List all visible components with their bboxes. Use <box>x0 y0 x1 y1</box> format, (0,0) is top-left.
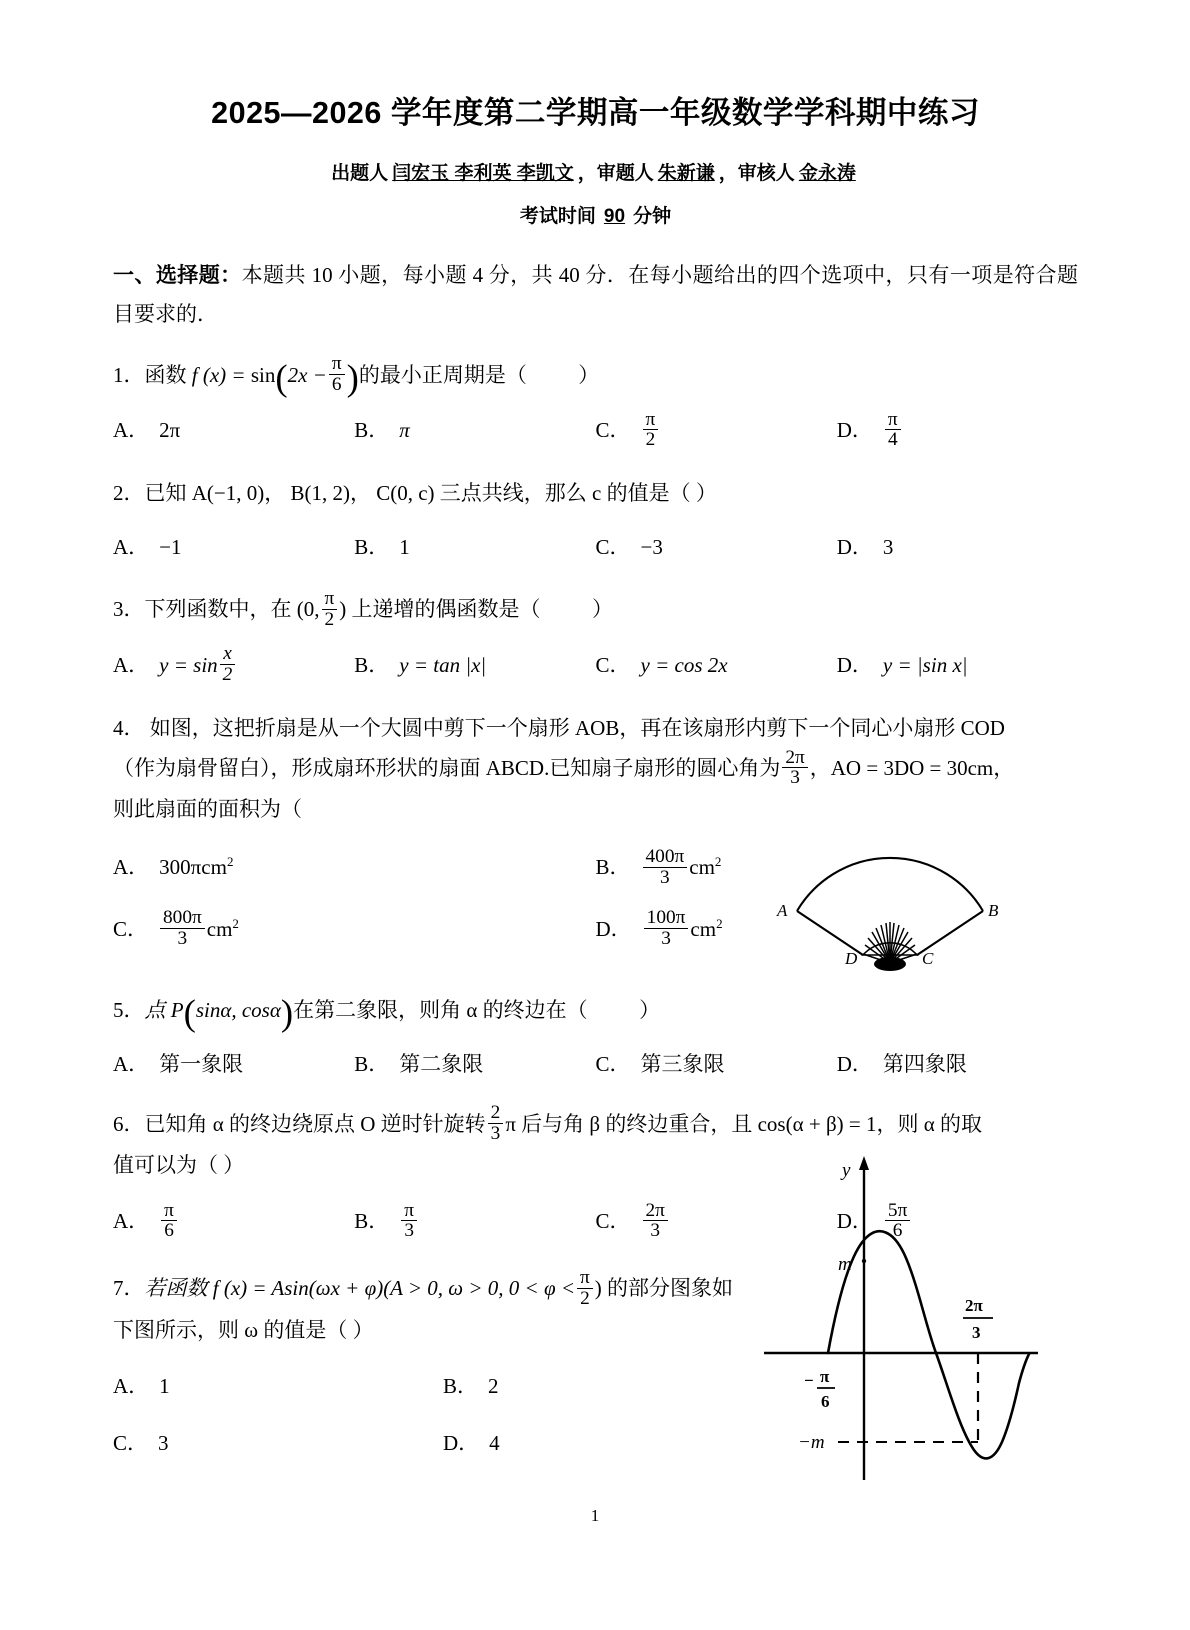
option-text: cm <box>689 855 715 880</box>
fan-label-c: C <box>922 949 934 968</box>
fraction-denominator: 4 <box>885 429 901 450</box>
option-fraction <box>161 1201 177 1241</box>
fan-ribs <box>863 922 917 963</box>
exam-duration-unit: 分钟 <box>633 206 672 227</box>
sine-curve <box>828 1231 1029 1458</box>
question-3-option-d[interactable] <box>837 646 1078 687</box>
question-6-stem-p1a: 已知角 α 的终边绕原点 O 逆时针旋转 <box>144 1111 486 1136</box>
question-3-option-c[interactable] <box>596 646 837 687</box>
option-fraction <box>220 644 236 684</box>
question-3-option-a[interactable] <box>113 643 354 687</box>
question-1-number: 1． <box>113 362 145 387</box>
question-3-option-b[interactable] <box>354 646 595 687</box>
question-7-option-b[interactable] <box>443 1367 773 1407</box>
option-text: 1 <box>399 535 410 560</box>
byline-reviewer-label: 审题人 <box>596 163 654 184</box>
exam-duration-value: 90 <box>603 206 626 227</box>
option-text: 第一象限 <box>159 1051 244 1076</box>
option-fraction <box>160 908 205 948</box>
question-5-stem-pre: 点 P <box>144 997 184 1022</box>
option-fraction <box>401 1201 417 1241</box>
option-label: B． <box>354 1208 390 1233</box>
tick-numerator: π <box>820 1367 830 1386</box>
option-text: y = |sin x| <box>882 652 968 677</box>
option-text: π <box>399 418 410 443</box>
option-label: C． <box>595 418 631 443</box>
question-6-option-b[interactable] <box>354 1199 595 1243</box>
option-text: 3 <box>882 535 894 560</box>
question-7-number: 7． <box>113 1276 145 1301</box>
option-text: 4 <box>489 1431 500 1456</box>
option-label: D． <box>836 418 873 443</box>
option-label: C． <box>595 1208 631 1233</box>
byline-checker-label: 审核人 <box>737 163 795 184</box>
question-1-close: ） <box>578 362 600 387</box>
fraction-numerator: 400π <box>645 845 685 867</box>
option-label: B． <box>354 535 390 560</box>
fraction-denominator: 3 <box>643 1220 668 1241</box>
option-text: y = tan |x| <box>399 652 487 677</box>
option-label: C． <box>595 652 631 677</box>
option-text: 3 <box>158 1431 169 1456</box>
question-6-stem-p2: 值可以为（ ） <box>113 1153 245 1178</box>
exam-duration <box>113 201 1078 228</box>
fan-label-b: B <box>988 901 999 920</box>
option-text: y = sin <box>159 652 218 677</box>
question-4-stem-p1: 如图，这把折扇是从一个大圆中剪下一个扇形 AOB，再在该扇形内剪下一个同心小扇形 COD <box>149 715 1005 740</box>
option-label: A． <box>113 418 150 443</box>
option-fraction <box>643 847 688 887</box>
fraction-denominator: 6 <box>161 1220 177 1241</box>
question-1-stem-pre: 函数 <box>144 362 187 387</box>
question-5-option-b[interactable] <box>354 1045 595 1085</box>
fan-outer-arc <box>797 858 983 911</box>
tick-denominator: 6 <box>821 1392 830 1411</box>
option-label: C． <box>113 1431 149 1456</box>
fraction-denominator: 3 <box>488 1123 504 1144</box>
question-4-stem-line-3 <box>113 790 1078 830</box>
question-7-options-row-2 <box>113 1424 773 1464</box>
page-number: 1 <box>590 1506 600 1525</box>
fraction-denominator: 3 <box>401 1220 417 1241</box>
option-label: B． <box>354 418 390 443</box>
question-6-rotation-fraction <box>488 1103 504 1143</box>
question-2-option-c[interactable] <box>596 528 837 568</box>
question-3 <box>113 587 1078 687</box>
option-fraction <box>643 410 659 450</box>
question-3-fraction <box>322 589 338 629</box>
section-one-intro <box>113 256 1078 334</box>
fraction-numerator: 100π <box>646 907 686 929</box>
fraction-denominator: 3 <box>644 928 689 949</box>
fraction-numerator: π <box>331 353 342 375</box>
y-axis-label: y <box>842 1160 851 1181</box>
fraction-denominator: 3 <box>160 928 205 949</box>
option-text: cm <box>206 916 233 941</box>
question-1-fx: f (x) = <box>191 362 246 387</box>
question-1-sin: sin <box>250 362 276 387</box>
byline-authors: 闫宏玉 李利英 李凯文 <box>392 163 574 184</box>
fraction-denominator: 6 <box>885 1220 910 1241</box>
question-2-number: 2． <box>113 481 145 506</box>
option-text: 第三象限 <box>640 1051 725 1076</box>
question-4-angle-fraction <box>782 748 807 788</box>
fraction-numerator: 5π <box>887 1199 908 1221</box>
close-paren-icon: ) <box>346 357 359 399</box>
byline-sep-1: ， <box>577 163 597 184</box>
question-1-option-c[interactable] <box>595 408 837 452</box>
page-title: 2025—2026 学年度第二学期高一年级数学学科期中练习 <box>211 96 980 130</box>
tick-label-2pi-over-3 <box>963 1296 993 1342</box>
question-1-stem <box>113 353 1078 399</box>
question-4-number: 4． <box>113 715 145 740</box>
question-6-stem-line-1 <box>113 1102 1078 1146</box>
question-7-option-d[interactable] <box>443 1424 773 1464</box>
question-3-options <box>113 643 1078 687</box>
question-1-option-d[interactable] <box>836 408 1078 452</box>
fraction-numerator: 800π <box>163 907 202 929</box>
question-7-stem-p1a: 若函数 f (x) = Asin(ωx + φ)(A > 0, ω > 0, 0 < φ < <box>144 1276 576 1301</box>
section-one-description: 本题共 10 小题，每小题 4 分，共 40 分．在每小题给出的四个选项中，只有一项是符合题目要求的． <box>113 263 1078 326</box>
fan-label-a: A <box>777 901 788 920</box>
question-5-option-d[interactable] <box>837 1045 1078 1085</box>
question-6-stem-p1b: π 后与角 β 的终边重合，且 cos(α + β) = 1，则 α 的取 <box>505 1111 982 1136</box>
option-label: C． <box>113 916 149 941</box>
question-6-number: 6． <box>113 1111 145 1136</box>
option-text: y = cos 2x <box>640 652 728 677</box>
fan-pivot <box>874 957 906 971</box>
option-superscript: 2 <box>226 854 234 870</box>
option-label: C． <box>595 535 631 560</box>
question-7-stem-p2: 下图所示，则 ω 的值是（ ） <box>113 1317 374 1342</box>
option-label: B． <box>354 652 390 677</box>
open-paren-icon: ( <box>183 992 196 1034</box>
question-5-option-a[interactable] <box>113 1045 354 1085</box>
question-5-options <box>113 1045 1078 1085</box>
question-2-stem-text: 已知 A(−1, 0)， B(1, 2)， C(0, c) 三点共线，那么 c 的值是（ ） <box>144 481 717 506</box>
option-label: A． <box>113 855 150 880</box>
sine-wave-graph <box>760 1148 1045 1493</box>
fraction-numerator: 2π <box>645 1199 665 1221</box>
question-3-stem-pre: 下列函数中，在 (0, <box>144 597 320 622</box>
fan-svg <box>775 833 1005 973</box>
option-superscript: 2 <box>714 854 722 870</box>
option-text: 1 <box>159 1373 170 1398</box>
question-5-stem-post: 在第二象限，则角 α 的终边在（ <box>293 997 588 1022</box>
question-2-option-a[interactable] <box>113 528 354 568</box>
question-3-stem-post: ) 上递增的偶函数是（ <box>339 597 541 622</box>
question-3-close: ） <box>591 597 613 622</box>
option-label: A． <box>113 535 150 560</box>
answer-blank <box>588 998 639 1022</box>
fraction-numerator: π <box>580 1266 590 1288</box>
fraction-numerator: π <box>164 1199 174 1221</box>
byline-checker: 金永涛 <box>798 163 856 184</box>
option-text: 第二象限 <box>399 1051 484 1076</box>
question-5-close: ） <box>639 997 661 1022</box>
option-label: B． <box>595 855 631 880</box>
question-4-stem-p2b: ，AO = 3DO = 30cm， <box>809 755 1015 780</box>
question-4-stem-line-2 <box>113 746 1078 790</box>
folding-fan-diagram <box>775 833 1005 973</box>
question-7-stem-line-1 <box>113 1266 773 1310</box>
question-7-option-c[interactable] <box>113 1424 443 1464</box>
question-1 <box>113 353 1078 453</box>
tick-sign: − <box>804 1371 814 1390</box>
option-text: −3 <box>640 535 663 560</box>
fraction-denominator: 2 <box>643 429 659 450</box>
tick-numerator: 2π <box>965 1296 983 1315</box>
option-text: 2π <box>159 418 181 443</box>
option-text: 2 <box>488 1373 499 1398</box>
question-5-point-coords: sinα, cosα <box>195 997 281 1022</box>
close-paren-icon: ) <box>280 992 294 1034</box>
question-2-option-d[interactable] <box>837 528 1078 568</box>
tick-denominator: 3 <box>972 1323 981 1342</box>
option-text: 第四象限 <box>882 1051 967 1076</box>
fan-label-d: D <box>845 949 858 968</box>
tick-label-neg-pi-over-6 <box>804 1367 835 1411</box>
option-fraction <box>885 410 901 450</box>
option-label: A． <box>113 1051 150 1076</box>
option-label: D． <box>836 1051 873 1076</box>
question-2 <box>113 474 1078 568</box>
byline-reviewer: 朱新谦 <box>657 163 715 184</box>
option-label: C． <box>595 1051 631 1076</box>
option-text: cm <box>690 916 717 941</box>
fraction-numerator: π <box>645 408 656 430</box>
fraction-numerator: 2 <box>490 1102 501 1124</box>
option-fraction <box>643 1201 668 1241</box>
question-4-stem-p3: 则此扇面的面积为（ <box>113 797 302 822</box>
option-label: D． <box>836 535 873 560</box>
question-5 <box>113 991 1078 1085</box>
question-1-arg-fraction <box>329 354 345 394</box>
question-7 <box>113 1266 773 1464</box>
question-6-option-a[interactable] <box>113 1199 354 1243</box>
option-label: D． <box>443 1431 480 1456</box>
question-2-stem <box>113 474 1078 514</box>
option-label: A． <box>113 652 150 677</box>
question-2-option-b[interactable] <box>354 528 595 568</box>
question-7-stem-p1b: ) 的部分图象如 <box>594 1276 734 1301</box>
y-axis-arrow-icon <box>859 1156 869 1170</box>
wave-label-neg-m: −m <box>798 1432 825 1453</box>
question-7-stem-line-2 <box>113 1311 773 1351</box>
question-1-options <box>113 408 1078 452</box>
question-1-option-a[interactable] <box>113 411 354 452</box>
option-label: D． <box>836 1208 873 1233</box>
exam-duration-label: 考试时间 <box>519 206 596 227</box>
option-text: −1 <box>159 535 182 560</box>
answer-blank <box>527 363 578 387</box>
question-1-stem-post: 的最小正周期是（ <box>358 362 527 387</box>
wave-svg <box>760 1148 1045 1493</box>
question-4-stem-line-1 <box>113 709 1078 749</box>
answer-blank <box>541 597 592 621</box>
fraction-denominator: 3 <box>643 867 688 888</box>
fraction-denominator: 2 <box>577 1288 593 1309</box>
fraction-denominator: 2 <box>322 609 338 630</box>
question-4-option-c[interactable] <box>113 907 596 951</box>
fraction-numerator: x <box>223 643 232 665</box>
fraction-numerator: π <box>324 587 335 609</box>
option-label: A． <box>113 1373 150 1398</box>
option-label: D． <box>595 916 632 941</box>
open-paren-icon: ( <box>275 357 288 399</box>
option-fraction <box>644 908 689 948</box>
question-2-options <box>113 528 1078 568</box>
question-1-option-b[interactable] <box>354 411 595 452</box>
question-4-option-a[interactable] <box>113 848 596 889</box>
wave-label-m: m <box>838 1254 852 1275</box>
byline-author-label: 出题人 <box>331 163 389 184</box>
section-one-heading: 一、选择题： <box>113 263 242 287</box>
fraction-denominator: 2 <box>220 664 236 685</box>
option-label: D． <box>836 652 873 677</box>
byline <box>113 158 1078 185</box>
question-5-number: 5． <box>113 997 145 1022</box>
option-label: A． <box>113 1208 150 1233</box>
fraction-numerator: 2π <box>785 746 805 768</box>
m-intercept-point <box>862 1259 866 1263</box>
option-label: B． <box>354 1051 390 1076</box>
question-4-stem-p2a: （作为扇骨留白），形成扇环形状的扇面 ABCD.已知扇子扇形的圆心角为 <box>113 755 781 780</box>
option-text: 300πcm <box>159 855 227 880</box>
question-7-phi-fraction <box>577 1268 593 1308</box>
question-7-option-a[interactable] <box>113 1367 443 1407</box>
option-label: B． <box>443 1373 479 1398</box>
fraction-numerator: π <box>404 1199 415 1221</box>
question-5-option-c[interactable] <box>596 1045 837 1085</box>
fraction-denominator: 6 <box>329 374 345 395</box>
byline-sep-2: ， <box>718 163 738 184</box>
question-3-number: 3． <box>113 597 145 622</box>
question-5-stem <box>113 991 1078 1034</box>
option-superscript: 2 <box>232 915 239 931</box>
fraction-denominator: 3 <box>782 767 807 788</box>
question-1-arg: 2x − <box>287 362 327 387</box>
question-3-stem <box>113 587 1078 631</box>
fraction-numerator: π <box>887 408 898 430</box>
question-7-options-row-1 <box>113 1367 773 1407</box>
option-superscript: 2 <box>716 915 723 931</box>
